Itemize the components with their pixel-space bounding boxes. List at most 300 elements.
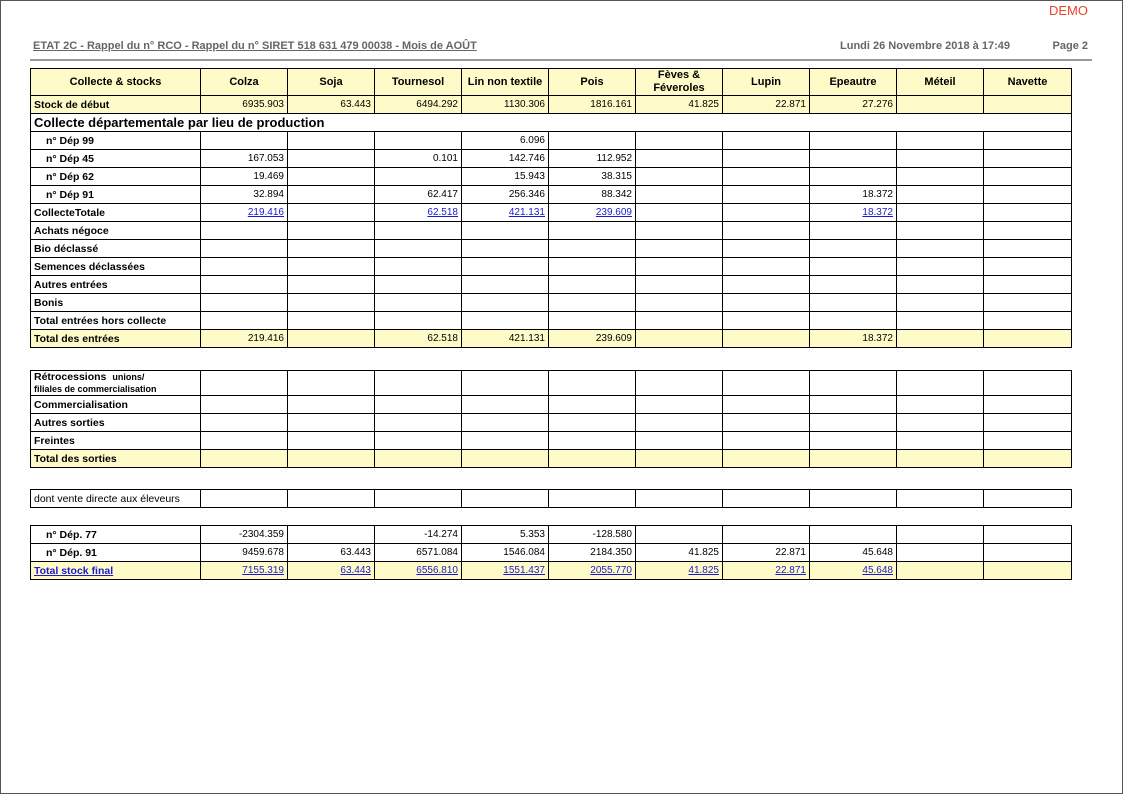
value-cell bbox=[288, 150, 375, 168]
value-link[interactable]: 63.443 bbox=[340, 565, 371, 576]
value-cell bbox=[984, 96, 1072, 114]
value-link[interactable]: 219.416 bbox=[247, 207, 284, 218]
value-cell bbox=[636, 330, 723, 348]
row-label: Semences déclassées bbox=[31, 258, 201, 276]
value-cell bbox=[897, 240, 984, 258]
value-cell bbox=[288, 414, 375, 432]
table-row-bio bbox=[31, 240, 1072, 258]
value-cell bbox=[375, 294, 462, 312]
value-cell: 15.943 bbox=[462, 168, 549, 186]
value-cell bbox=[201, 132, 288, 150]
value-cell bbox=[375, 450, 462, 468]
value-cell bbox=[723, 294, 810, 312]
value-cell bbox=[636, 168, 723, 186]
value-cell bbox=[984, 168, 1072, 186]
value-cell bbox=[201, 312, 288, 330]
value-link[interactable]: 1551.437 bbox=[503, 565, 545, 576]
value-cell bbox=[984, 396, 1072, 414]
value-cell bbox=[636, 204, 723, 222]
row-label: Total des entrées bbox=[31, 330, 201, 348]
retro-label: Rétrocessions bbox=[34, 371, 107, 383]
column-header: Pois bbox=[549, 69, 636, 96]
value-cell bbox=[897, 526, 984, 544]
column-header: Tournesol bbox=[375, 69, 462, 96]
value-cell[interactable] bbox=[549, 562, 636, 580]
row-label: Autres sorties bbox=[31, 414, 201, 432]
value-cell bbox=[549, 371, 636, 396]
value-cell[interactable] bbox=[636, 562, 723, 580]
value-cell bbox=[288, 168, 375, 186]
value-cell bbox=[549, 240, 636, 258]
value-cell bbox=[201, 396, 288, 414]
value-cell: 1546.084 bbox=[462, 544, 549, 562]
value-cell bbox=[984, 432, 1072, 450]
value-link[interactable]: 7155.319 bbox=[242, 565, 284, 576]
value-cell bbox=[723, 276, 810, 294]
value-cell bbox=[810, 450, 897, 468]
value-cell bbox=[462, 240, 549, 258]
page-number: Page 2 bbox=[1052, 40, 1088, 52]
value-cell bbox=[462, 294, 549, 312]
row-label[interactable] bbox=[31, 562, 201, 580]
value-cell bbox=[636, 276, 723, 294]
value-cell bbox=[636, 240, 723, 258]
value-cell bbox=[897, 222, 984, 240]
final-stock-table bbox=[30, 525, 1072, 580]
value-cell: 1130.306 bbox=[462, 96, 549, 114]
table-row-vente-directe bbox=[31, 490, 1072, 508]
value-cell bbox=[636, 371, 723, 396]
value-cell bbox=[375, 371, 462, 396]
value-cell bbox=[897, 312, 984, 330]
value-cell bbox=[810, 168, 897, 186]
value-cell bbox=[897, 96, 984, 114]
row-label: Bio déclassé bbox=[31, 240, 201, 258]
value-cell[interactable] bbox=[810, 204, 897, 222]
value-cell bbox=[462, 414, 549, 432]
value-cell bbox=[810, 396, 897, 414]
row-label: Freintes bbox=[31, 432, 201, 450]
value-cell bbox=[810, 258, 897, 276]
value-link[interactable]: 18.372 bbox=[862, 207, 893, 218]
value-cell: 6.096 bbox=[462, 132, 549, 150]
section-title: Collecte départementale par lieu de production bbox=[31, 114, 1072, 132]
value-cell bbox=[462, 222, 549, 240]
value-cell: 6571.084 bbox=[375, 544, 462, 562]
value-cell bbox=[288, 371, 375, 396]
section-row bbox=[31, 114, 1072, 132]
table-row-total-sorties bbox=[31, 450, 1072, 468]
row-label: Autres entrées bbox=[31, 276, 201, 294]
row-label: Achats négoce bbox=[31, 222, 201, 240]
value-cell: 256.346 bbox=[462, 186, 549, 204]
column-header: Fèves & Féveroles bbox=[636, 69, 723, 96]
retro-label-line2: filiales de commercialisation bbox=[34, 384, 157, 394]
value-cell bbox=[288, 396, 375, 414]
value-cell: 18.372 bbox=[810, 186, 897, 204]
table-row-semences bbox=[31, 258, 1072, 276]
value-cell: 38.315 bbox=[549, 168, 636, 186]
value-cell bbox=[984, 186, 1072, 204]
value-cell bbox=[810, 276, 897, 294]
value-cell bbox=[810, 490, 897, 508]
value-cell bbox=[636, 312, 723, 330]
value-link[interactable]: 41.825 bbox=[688, 565, 719, 576]
value-link[interactable]: 22.871 bbox=[775, 565, 806, 576]
column-header-row bbox=[31, 69, 1072, 96]
row-label: n° Dép 91 bbox=[31, 186, 201, 204]
table-row-commercialisation bbox=[31, 396, 1072, 414]
column-header: Epeautre bbox=[810, 69, 897, 96]
value-cell: 19.469 bbox=[201, 168, 288, 186]
value-cell bbox=[984, 312, 1072, 330]
value-cell bbox=[636, 450, 723, 468]
value-cell bbox=[723, 150, 810, 168]
value-cell bbox=[897, 132, 984, 150]
value-cell bbox=[462, 396, 549, 414]
table-row-dep91 bbox=[31, 186, 1072, 204]
value-cell[interactable] bbox=[201, 562, 288, 580]
value-cell: 2184.350 bbox=[549, 544, 636, 562]
table-row-stock-debut bbox=[31, 96, 1072, 114]
value-cell: 112.952 bbox=[549, 150, 636, 168]
table-row-dep45 bbox=[31, 150, 1072, 168]
value-cell bbox=[288, 490, 375, 508]
value-cell: 9459.678 bbox=[201, 544, 288, 562]
value-cell bbox=[897, 150, 984, 168]
value-cell bbox=[723, 132, 810, 150]
value-cell bbox=[897, 168, 984, 186]
value-cell bbox=[549, 222, 636, 240]
value-cell[interactable] bbox=[549, 204, 636, 222]
value-cell bbox=[201, 276, 288, 294]
table-row-retro bbox=[31, 371, 1072, 396]
value-cell: 45.648 bbox=[810, 544, 897, 562]
value-cell bbox=[984, 150, 1072, 168]
value-cell bbox=[201, 240, 288, 258]
value-cell bbox=[723, 204, 810, 222]
value-cell bbox=[288, 204, 375, 222]
row-label bbox=[31, 371, 201, 396]
value-cell bbox=[810, 432, 897, 450]
table-row-collecte-totale bbox=[31, 204, 1072, 222]
value-cell: 167.053 bbox=[201, 150, 288, 168]
value-cell bbox=[897, 490, 984, 508]
report-title: ETAT 2C - Rappel du n° RCO - Rappel du n° SIRET 518 631 479 00038 - Mois de AOÛT bbox=[33, 40, 477, 52]
value-cell bbox=[636, 222, 723, 240]
column-header: Navette bbox=[984, 69, 1072, 96]
value-cell[interactable] bbox=[201, 204, 288, 222]
value-cell: 5.353 bbox=[462, 526, 549, 544]
value-cell bbox=[288, 258, 375, 276]
value-cell bbox=[201, 490, 288, 508]
table-row-autres-entrees bbox=[31, 276, 1072, 294]
value-cell bbox=[201, 432, 288, 450]
value-cell bbox=[723, 432, 810, 450]
value-cell: 22.871 bbox=[723, 96, 810, 114]
value-cell bbox=[984, 258, 1072, 276]
value-cell bbox=[897, 294, 984, 312]
value-cell bbox=[288, 450, 375, 468]
report-date: Lundi 26 Novembre 2018 à 17:49 bbox=[840, 40, 1010, 52]
value-cell bbox=[810, 414, 897, 432]
value-cell bbox=[636, 258, 723, 276]
row-label: n° Dép. 91 bbox=[31, 544, 201, 562]
value-cell bbox=[636, 432, 723, 450]
value-cell bbox=[549, 396, 636, 414]
value-cell bbox=[201, 371, 288, 396]
row-label: dont vente directe aux éleveurs bbox=[31, 490, 201, 508]
value-cell bbox=[897, 544, 984, 562]
value-cell bbox=[636, 526, 723, 544]
value-cell bbox=[984, 222, 1072, 240]
table-row-bonis bbox=[31, 294, 1072, 312]
value-cell bbox=[723, 312, 810, 330]
value-cell bbox=[984, 240, 1072, 258]
value-cell bbox=[723, 330, 810, 348]
value-cell[interactable] bbox=[375, 562, 462, 580]
value-cell bbox=[897, 276, 984, 294]
table-row-dep62 bbox=[31, 168, 1072, 186]
value-cell bbox=[636, 396, 723, 414]
value-cell bbox=[375, 414, 462, 432]
value-cell bbox=[636, 150, 723, 168]
value-cell: 62.417 bbox=[375, 186, 462, 204]
table-row-dep77-final bbox=[31, 526, 1072, 544]
value-cell bbox=[549, 294, 636, 312]
column-header: Lupin bbox=[723, 69, 810, 96]
value-cell: 32.894 bbox=[201, 186, 288, 204]
value-cell bbox=[288, 240, 375, 258]
value-link[interactable]: Total stock final bbox=[34, 564, 114, 577]
value-cell bbox=[984, 294, 1072, 312]
value-cell: 41.825 bbox=[636, 96, 723, 114]
value-cell bbox=[897, 204, 984, 222]
value-cell: 421.131 bbox=[462, 330, 549, 348]
value-cell bbox=[723, 450, 810, 468]
value-cell[interactable] bbox=[462, 204, 549, 222]
exits-table bbox=[30, 370, 1072, 468]
value-cell bbox=[375, 490, 462, 508]
value-cell bbox=[462, 312, 549, 330]
value-cell bbox=[897, 414, 984, 432]
column-header: Soja bbox=[288, 69, 375, 96]
value-cell bbox=[375, 132, 462, 150]
value-cell bbox=[723, 414, 810, 432]
table-row-freintes bbox=[31, 432, 1072, 450]
value-cell bbox=[984, 450, 1072, 468]
value-cell bbox=[201, 414, 288, 432]
value-cell: 27.276 bbox=[810, 96, 897, 114]
value-cell: -2304.359 bbox=[201, 526, 288, 544]
row-label: CollecteTotale bbox=[31, 204, 201, 222]
value-cell bbox=[549, 432, 636, 450]
value-cell: 239.609 bbox=[549, 330, 636, 348]
header-rule bbox=[30, 59, 1092, 61]
value-cell bbox=[462, 258, 549, 276]
table-row-total-entrees bbox=[31, 330, 1072, 348]
value-cell: -128.580 bbox=[549, 526, 636, 544]
value-cell[interactable] bbox=[375, 204, 462, 222]
value-cell bbox=[375, 222, 462, 240]
table-row-stock-final bbox=[31, 562, 1072, 580]
row-label: Total entrées hors collecte bbox=[31, 312, 201, 330]
column-header: Colza bbox=[201, 69, 288, 96]
table-row-achats bbox=[31, 222, 1072, 240]
column-header: Lin non textile bbox=[462, 69, 549, 96]
value-cell bbox=[549, 132, 636, 150]
value-cell bbox=[723, 240, 810, 258]
value-cell bbox=[984, 132, 1072, 150]
value-cell bbox=[984, 330, 1072, 348]
value-cell: 219.416 bbox=[201, 330, 288, 348]
value-link[interactable]: 6556.810 bbox=[416, 565, 458, 576]
value-cell: 1816.161 bbox=[549, 96, 636, 114]
direct-sale-table bbox=[30, 489, 1072, 508]
value-cell bbox=[723, 396, 810, 414]
value-cell bbox=[723, 258, 810, 276]
value-cell: 0.101 bbox=[375, 150, 462, 168]
retro-label-small: unions/ bbox=[112, 372, 145, 382]
value-cell bbox=[984, 562, 1072, 580]
value-cell: 63.443 bbox=[288, 96, 375, 114]
value-cell: 63.443 bbox=[288, 544, 375, 562]
value-cell bbox=[636, 294, 723, 312]
row-label: Commercialisation bbox=[31, 396, 201, 414]
value-cell bbox=[723, 168, 810, 186]
value-cell bbox=[723, 222, 810, 240]
value-cell bbox=[723, 490, 810, 508]
value-cell bbox=[462, 371, 549, 396]
value-cell bbox=[375, 396, 462, 414]
value-cell bbox=[810, 526, 897, 544]
column-header: Méteil bbox=[897, 69, 984, 96]
row-label: Total des sorties bbox=[31, 450, 201, 468]
value-cell bbox=[288, 276, 375, 294]
value-cell: 22.871 bbox=[723, 544, 810, 562]
value-cell bbox=[723, 371, 810, 396]
value-cell[interactable] bbox=[723, 562, 810, 580]
value-cell bbox=[549, 450, 636, 468]
value-cell: 6935.903 bbox=[201, 96, 288, 114]
demo-watermark: DEMO bbox=[1049, 3, 1088, 18]
value-cell bbox=[984, 414, 1072, 432]
value-link[interactable]: 421.131 bbox=[508, 207, 545, 218]
value-cell bbox=[984, 204, 1072, 222]
value-cell: 41.825 bbox=[636, 544, 723, 562]
value-cell bbox=[375, 276, 462, 294]
table-row-total-hors bbox=[31, 312, 1072, 330]
value-cell bbox=[636, 186, 723, 204]
value-cell bbox=[201, 450, 288, 468]
value-cell bbox=[375, 258, 462, 276]
value-cell bbox=[810, 132, 897, 150]
value-cell[interactable] bbox=[462, 562, 549, 580]
value-cell bbox=[549, 276, 636, 294]
value-cell bbox=[462, 450, 549, 468]
value-cell bbox=[462, 432, 549, 450]
value-cell bbox=[984, 276, 1072, 294]
entries-table bbox=[30, 68, 1072, 348]
value-cell bbox=[288, 132, 375, 150]
value-link[interactable]: 62.518 bbox=[427, 207, 458, 218]
row-label: n° Dép. 77 bbox=[31, 526, 201, 544]
column-header: Collecte & stocks bbox=[31, 69, 201, 96]
value-cell bbox=[549, 490, 636, 508]
value-cell bbox=[288, 294, 375, 312]
value-cell bbox=[897, 450, 984, 468]
value-cell: 18.372 bbox=[810, 330, 897, 348]
value-cell bbox=[636, 414, 723, 432]
value-cell bbox=[897, 330, 984, 348]
value-cell bbox=[984, 526, 1072, 544]
value-cell: 142.746 bbox=[462, 150, 549, 168]
value-cell bbox=[810, 371, 897, 396]
value-cell bbox=[723, 186, 810, 204]
value-cell bbox=[201, 294, 288, 312]
value-cell: -14.274 bbox=[375, 526, 462, 544]
value-link[interactable]: 239.609 bbox=[595, 207, 632, 218]
value-cell bbox=[810, 240, 897, 258]
value-cell bbox=[636, 490, 723, 508]
value-cell bbox=[375, 168, 462, 186]
value-cell: 6494.292 bbox=[375, 96, 462, 114]
value-cell bbox=[897, 258, 984, 276]
value-cell bbox=[462, 490, 549, 508]
value-cell bbox=[549, 414, 636, 432]
table-row-dep91-final bbox=[31, 544, 1072, 562]
value-cell bbox=[810, 150, 897, 168]
value-cell bbox=[375, 240, 462, 258]
value-cell bbox=[375, 432, 462, 450]
value-cell bbox=[897, 562, 984, 580]
report-header bbox=[33, 40, 1091, 60]
value-cell bbox=[462, 276, 549, 294]
value-cell bbox=[897, 186, 984, 204]
value-cell bbox=[897, 432, 984, 450]
value-cell[interactable] bbox=[288, 562, 375, 580]
value-cell bbox=[288, 186, 375, 204]
value-cell bbox=[201, 258, 288, 276]
value-cell bbox=[288, 432, 375, 450]
value-cell bbox=[984, 371, 1072, 396]
row-label: n° Dép 45 bbox=[31, 150, 201, 168]
value-link[interactable]: 2055.770 bbox=[590, 565, 632, 576]
value-cell bbox=[897, 371, 984, 396]
row-label: Stock de début bbox=[31, 96, 201, 114]
value-link[interactable]: 45.648 bbox=[862, 565, 893, 576]
value-cell bbox=[288, 222, 375, 240]
value-cell bbox=[288, 312, 375, 330]
table-row-autres-sorties bbox=[31, 414, 1072, 432]
value-cell: 62.518 bbox=[375, 330, 462, 348]
value-cell bbox=[375, 312, 462, 330]
row-label: n° Dép 62 bbox=[31, 168, 201, 186]
value-cell bbox=[636, 132, 723, 150]
value-cell bbox=[810, 294, 897, 312]
value-cell bbox=[897, 396, 984, 414]
value-cell bbox=[810, 222, 897, 240]
value-cell bbox=[288, 330, 375, 348]
value-cell bbox=[549, 312, 636, 330]
row-label: Bonis bbox=[31, 294, 201, 312]
value-cell[interactable] bbox=[810, 562, 897, 580]
value-cell bbox=[810, 312, 897, 330]
value-cell bbox=[984, 490, 1072, 508]
value-cell bbox=[549, 258, 636, 276]
value-cell bbox=[201, 222, 288, 240]
value-cell bbox=[723, 526, 810, 544]
